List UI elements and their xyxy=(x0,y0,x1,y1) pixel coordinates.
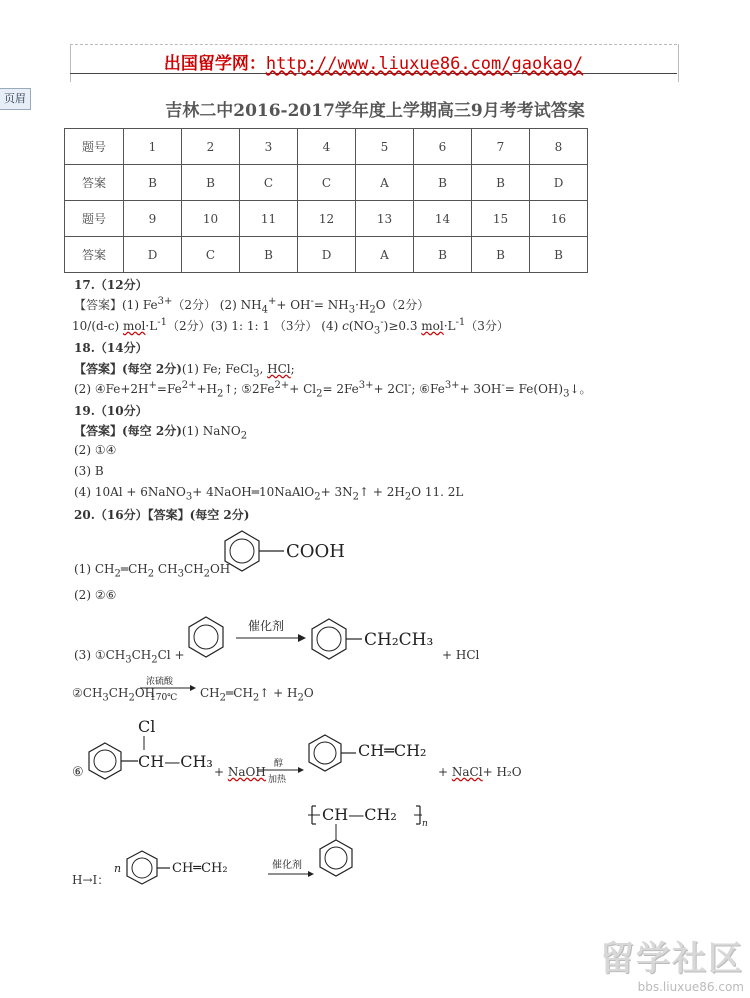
q19-heading: 19.（10分） xyxy=(74,404,148,418)
table-cell: B xyxy=(472,237,530,273)
svg-text:醇: 醇 xyxy=(274,759,284,769)
table-cell: 15 xyxy=(472,201,530,237)
vinyl-group-label-2: CH═CH₂ xyxy=(172,861,228,876)
q17-answer-line1: 【答案】(1) $Fe^{3+}(2$分） (2) $NH_4^++ OH^-= NH_3\cdot H_2O(2$分） xyxy=(74,296,430,316)
n-coefficient: n xyxy=(114,862,122,875)
q20-part3-2-reactant: $②CH_3CH_2OH$ xyxy=(72,686,156,704)
q20-part6-products: + NaCl+ H₂O xyxy=(438,765,522,779)
styrene-structure xyxy=(306,732,446,778)
q20-part2: (2) ②⑥ xyxy=(74,588,117,602)
table-cell: B xyxy=(182,165,240,201)
table-cell: 7 xyxy=(472,129,530,165)
q17-answer-line2: 10/(d-c) $mol\cdot L^{-1}(2$分）(3) 1: 1: 1 （3分） (4) $c(NO_3^-)\ge 0.3$ $mol\cdot L^{-1}(3$分） xyxy=(72,317,509,337)
svg-text:加热: 加热 xyxy=(268,775,287,785)
q19-answer-line1: 【答案】(每空 2分)(1) NaNO$_2$ xyxy=(74,424,248,442)
q19-answer-line4: (4) 10Al + 6NaNO$_3$+ 4NaOH═10NaAlO$_2$+ $3N_2↑ + 2H_2O$ 11. 2L xyxy=(74,485,464,503)
svg-text:170℃: 170℃ xyxy=(150,693,178,703)
page-title: 吉林二中2016-2017学年度上学期高三9月考考试答案 xyxy=(165,101,585,121)
catalyst-label-2: 催化剂 xyxy=(272,860,302,871)
ch-ch3-label: CH—CH₃ xyxy=(138,752,213,771)
table-cell: D xyxy=(530,165,588,201)
q20-hi-label: H→I： xyxy=(72,873,110,887)
catalyst-label: 催化剂 xyxy=(248,619,285,633)
row-label: 答案 xyxy=(65,165,124,201)
vinyl-group-label: CH═CH₂ xyxy=(358,741,427,760)
q20-part6-label: ⑥ xyxy=(72,765,84,780)
row-label: 答案 xyxy=(65,237,124,273)
table-cell: 10 xyxy=(182,201,240,237)
elimination-arrow xyxy=(256,758,306,786)
row-label: 题号 xyxy=(65,201,124,237)
q20-part3-reactant: (3) $①CH_3CH_2Cl$ + xyxy=(74,648,185,666)
table-cell: 9 xyxy=(124,201,182,237)
row-label: 题号 xyxy=(65,129,124,165)
table-cell: B xyxy=(414,237,472,273)
table-cell: A xyxy=(356,165,414,201)
header-url-link[interactable]: http://www.liuxue86.com/gaokao/ xyxy=(265,54,584,74)
q19-answer-line3: (3) B xyxy=(74,464,104,478)
table-cell: 16 xyxy=(530,201,588,237)
ethyl-group-label: CH₂CH₃ xyxy=(364,630,434,650)
table-cell: B xyxy=(240,237,298,273)
table-cell: C xyxy=(298,165,356,201)
table-cell: B xyxy=(124,165,182,201)
table-cell: 4 xyxy=(298,129,356,165)
benzoic-acid-structure xyxy=(224,528,354,578)
table-cell: 2 xyxy=(182,129,240,165)
cooh-label: COOH xyxy=(286,541,345,562)
q18-answer-line1: 【答案】(每空 2分)(1) Fe; FeCl$_3$, HCl; xyxy=(74,362,295,380)
table-row xyxy=(65,237,588,273)
q18-heading: 18.（14分） xyxy=(74,341,148,355)
table-cell: B xyxy=(414,165,472,201)
table-row xyxy=(65,201,588,237)
header-banner xyxy=(70,49,677,74)
q20-heading: 20.（16分）【答案】(每空 2分) xyxy=(74,508,250,522)
table-cell: 13 xyxy=(356,201,414,237)
q20-part3-2-product: $CH_2═CH_2↑ + H_2O$ xyxy=(200,686,314,704)
answer-table xyxy=(64,128,588,273)
polymer-n-label: n xyxy=(422,819,428,829)
table-cell: 1 xyxy=(124,129,182,165)
table-row xyxy=(65,129,588,165)
table-cell: C xyxy=(240,165,298,201)
q17-heading: 17.（12分） xyxy=(74,278,148,292)
table-cell: D xyxy=(124,237,182,273)
header-site-name: 出国留学网： xyxy=(163,54,266,74)
q20-part1: (1) $CH_2═CH_2$ $CH_3CH_2OH$ xyxy=(74,562,231,580)
q20-part6-naoh: + NaOH xyxy=(214,765,266,779)
table-cell: 12 xyxy=(298,201,356,237)
table-cell: 5 xyxy=(356,129,414,165)
watermark-logo: 留学社区 bbs.liuxue86.com xyxy=(600,939,744,994)
table-cell: B xyxy=(530,237,588,273)
table-cell: 6 xyxy=(414,129,472,165)
chloro-ethylbenzene-structure xyxy=(86,716,216,782)
q18-answer-line2: (2) $④Fe+2H^+=Fe^{2+}+H_2↑$; $⑤2Fe^{2+}+ Cl_2= 2Fe^{3+}+ 2Cl^-$; $⑥Fe^{3+}+ 3OH^-=$ $Fe(OH)_3↓$。 xyxy=(74,380,592,400)
table-cell: A xyxy=(356,237,414,273)
q20-part3-hcl: + HCl xyxy=(442,648,480,662)
table-cell: 14 xyxy=(414,201,472,237)
header-side-tab[interactable]: 页眉 xyxy=(0,88,31,110)
table-cell: 3 xyxy=(240,129,298,165)
table-cell: B xyxy=(472,165,530,201)
styrene-polymerization xyxy=(114,848,314,888)
polymer-repeat-label: CH—CH₂ xyxy=(322,805,397,824)
table-cell: 8 xyxy=(530,129,588,165)
table-cell: C xyxy=(182,237,240,273)
dehydration-arrow xyxy=(138,676,198,706)
table-cell: 11 xyxy=(240,201,298,237)
q19-answer-line2: (2) ①④ xyxy=(74,443,117,457)
svg-text:浓硫酸: 浓硫酸 xyxy=(146,677,174,687)
table-cell: D xyxy=(298,237,356,273)
polystyrene-structure xyxy=(306,800,446,882)
table-row xyxy=(65,165,588,201)
chlorine-label: Cl xyxy=(138,717,156,736)
